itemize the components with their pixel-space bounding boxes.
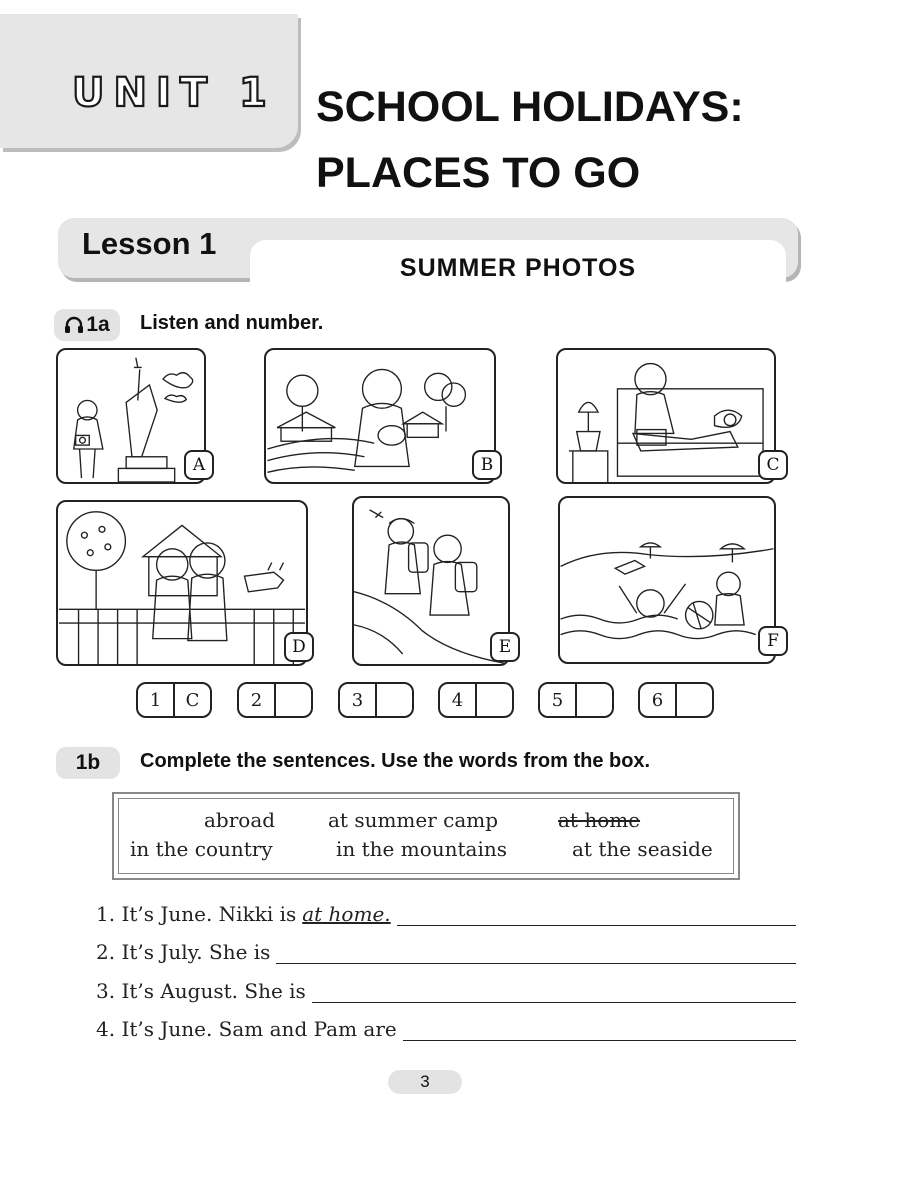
children-at-seaside-illustration — [560, 498, 774, 662]
page-number: 3 — [388, 1070, 462, 1094]
picture-label-d: D — [284, 632, 314, 662]
word-in-the-country: in the country — [130, 837, 273, 861]
girl-on-sofa-illustration — [558, 350, 774, 482]
answer-number: 2 — [239, 684, 276, 716]
word-at-home: at home — [558, 808, 641, 832]
answer-line[interactable] — [397, 906, 796, 926]
picture-d — [56, 500, 308, 666]
sentence-text: 4. It’s June. Sam and Pam are — [96, 1017, 397, 1041]
sentence-2 — [96, 940, 796, 964]
unit-title-line1: SCHOOL HOLIDAYS: — [316, 83, 744, 131]
answer-value[interactable]: C — [185, 689, 200, 711]
answer-box-1[interactable] — [136, 682, 212, 718]
lesson-label: Lesson 1 — [82, 226, 217, 261]
unit-title-line2: PLACES TO GO — [316, 149, 641, 197]
answer-box-2[interactable] — [237, 682, 313, 718]
picture-label-c: C — [758, 450, 788, 480]
picture-label-f: F — [758, 626, 788, 656]
picture-label-b: B — [472, 450, 502, 480]
sentence-text: 2. It’s July. She is — [96, 940, 271, 964]
exercise-1a-badge — [54, 309, 120, 341]
answer-value[interactable] — [377, 684, 412, 716]
answer-number: 5 — [540, 684, 577, 716]
exercise-1a-number: 1a — [86, 313, 110, 336]
answer-value[interactable] — [477, 684, 512, 716]
answer-box-4[interactable] — [438, 682, 514, 718]
children-in-garden-illustration — [58, 502, 306, 664]
exercise-1a-instruction: Listen and number. — [140, 312, 324, 334]
answer-number: 1 — [138, 684, 175, 716]
answer-box-5[interactable] — [538, 682, 614, 718]
answer-line[interactable] — [276, 944, 796, 964]
picture-e — [352, 496, 510, 666]
lesson-title: SUMMER PHOTOS — [399, 254, 637, 282]
word-box — [112, 792, 740, 880]
picture-label-a: A — [184, 450, 214, 480]
picture-label-e: E — [490, 632, 520, 662]
sentence-3 — [96, 979, 796, 1003]
answer-number: 3 — [340, 684, 377, 716]
picture-c — [556, 348, 776, 484]
word-at-the-seaside: at the seaside — [572, 837, 713, 861]
countryside-village-illustration — [266, 350, 494, 482]
exercise-1b-instruction: Complete the sentences. Use the words from the box. — [140, 750, 651, 772]
answer-number: 6 — [640, 684, 677, 716]
answer-line[interactable] — [312, 983, 796, 1003]
answer-box-3[interactable] — [338, 682, 414, 718]
answer-value[interactable] — [276, 684, 311, 716]
sentence-4 — [96, 1017, 796, 1041]
sentence-text: 3. It’s August. She is — [96, 979, 306, 1003]
unit-label: UNIT 1 — [72, 70, 276, 116]
statue-of-liberty-illustration — [58, 350, 204, 482]
answer-value[interactable] — [677, 684, 712, 716]
hikers-in-mountains-illustration — [354, 498, 508, 664]
answer-line[interactable] — [403, 1021, 796, 1041]
sentence-1 — [96, 902, 796, 926]
answer-box-6[interactable] — [638, 682, 714, 718]
word-abroad: abroad — [204, 808, 276, 832]
headphones-icon — [64, 316, 84, 334]
word-at-summer-camp: at summer camp — [328, 808, 499, 832]
sentence-answer[interactable]: at home. — [302, 902, 391, 926]
word-in-the-mountains: in the mountains — [336, 837, 508, 861]
answer-value[interactable] — [577, 684, 612, 716]
sentence-text: 1. It’s June. Nikki is — [96, 902, 297, 926]
answer-number: 4 — [440, 684, 477, 716]
unit-title — [316, 74, 744, 206]
picture-b — [264, 348, 496, 484]
exercise-1b-badge: 1b — [56, 747, 120, 779]
picture-f — [558, 496, 776, 664]
